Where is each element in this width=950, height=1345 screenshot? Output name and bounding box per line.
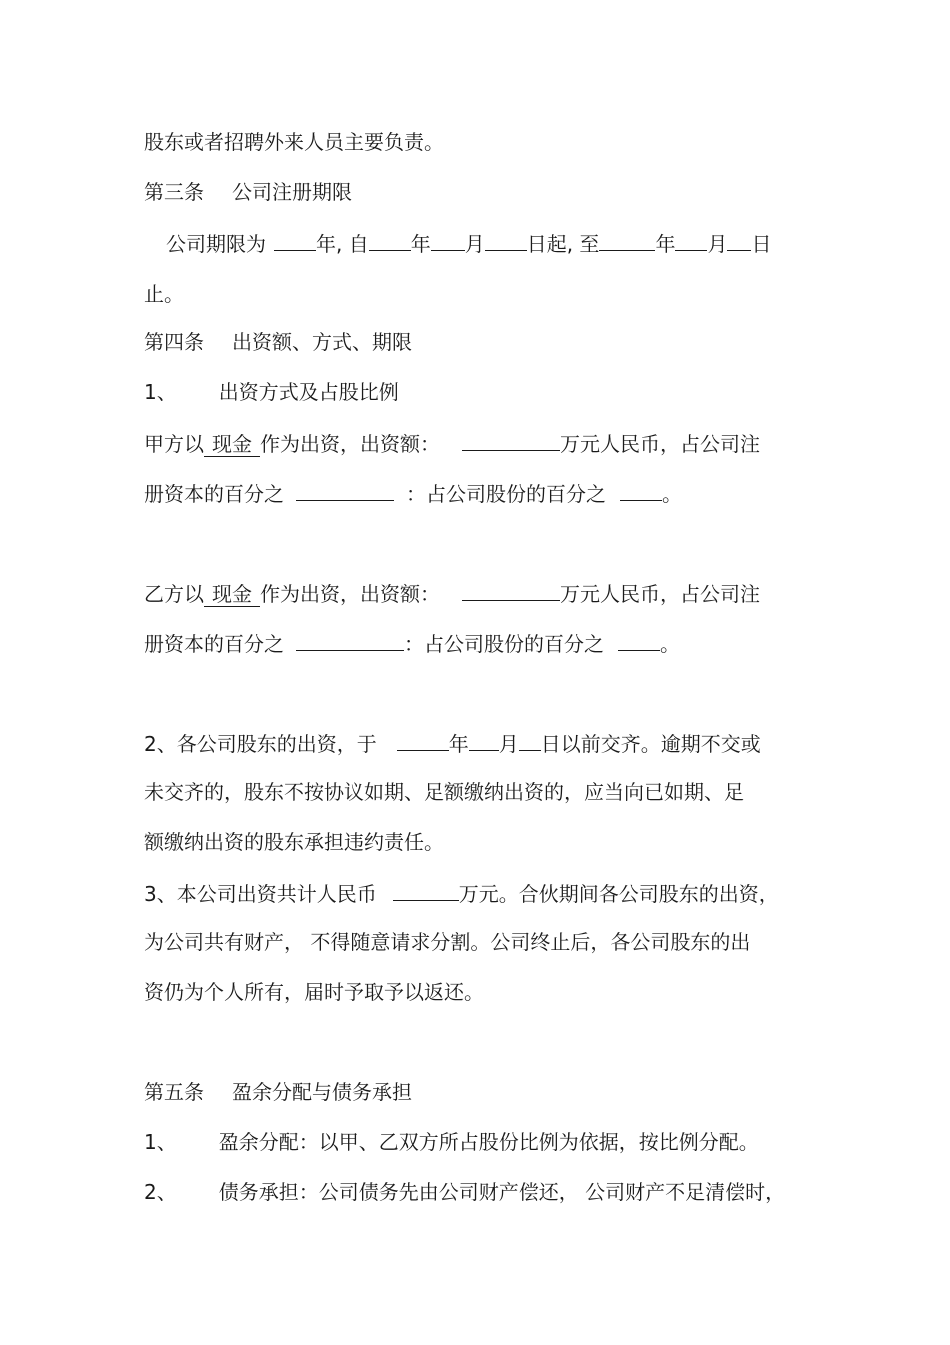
text: 作为出资，出资额：	[260, 582, 440, 606]
party-b-line-1	[144, 580, 760, 607]
text: 月	[464, 232, 485, 256]
article-title: 盈余分配与债务承担	[232, 1080, 412, 1104]
section-2-line-1	[144, 730, 761, 756]
text: 日起, 至	[526, 232, 600, 256]
text: 为公司共有财产， 不得随意请求分割。公司终止后，各公司股东的出	[144, 930, 751, 954]
text: 作为出资，出资额：	[260, 432, 440, 456]
term-line	[166, 230, 771, 256]
blank-field	[369, 230, 411, 251]
text: 年	[655, 232, 676, 256]
blank-field	[397, 730, 449, 751]
text: 年, 自	[316, 232, 369, 256]
blank-field	[620, 480, 662, 501]
blank-field	[274, 230, 316, 251]
article-3-heading	[144, 180, 352, 204]
item-number: 1、	[144, 1130, 177, 1154]
text: 万元。合伙期间各公司股东的出资，	[458, 882, 779, 906]
text: 万元人民币，占公司注	[560, 582, 760, 606]
blank-field	[618, 630, 660, 651]
text: 月	[498, 732, 519, 756]
text: 盈余分配：以甲、乙双方所占股份比例为依据，按比例分配。	[218, 1130, 759, 1154]
article-number: 第四条	[144, 330, 204, 354]
text: 日以前交齐。逾期不交或	[540, 732, 761, 756]
text: 年	[448, 732, 469, 756]
text: 日	[751, 232, 772, 256]
text: 止。	[144, 282, 184, 306]
text: 。	[662, 482, 682, 506]
article-title: 出资额、方式、期限	[232, 330, 412, 354]
blank-field	[431, 230, 465, 251]
blank-field	[462, 430, 560, 451]
section-title: 出资方式及占股比例	[218, 380, 399, 404]
text: 年	[410, 232, 431, 256]
contribution-method: 现金	[204, 582, 260, 607]
paragraph-line	[144, 282, 184, 306]
section-2-line-2	[144, 780, 744, 804]
text: 万元人民币，占公司注	[560, 432, 760, 456]
section-number: 1、	[144, 380, 177, 404]
text: 3、本公司出资共计人民币	[144, 882, 377, 906]
article-title: 公司注册期限	[232, 180, 352, 204]
text: ：占公司股份的百分之	[406, 482, 606, 506]
text: 册资本的百分之	[144, 482, 284, 506]
party-b-line-2	[144, 630, 680, 656]
text: 册资本的百分之	[144, 632, 284, 656]
blank-field	[469, 730, 499, 751]
text: ：占公司股份的百分之	[404, 632, 604, 656]
party-a-line-2	[144, 480, 682, 506]
paragraph-line	[144, 130, 444, 154]
contribution-method: 现金	[204, 432, 260, 457]
article-5-heading	[144, 1080, 412, 1104]
blank-field	[296, 630, 404, 651]
party-a-line-1	[144, 430, 760, 457]
text: 债务承担：公司债务先由公司财产偿还， 公司财产不足清偿时，	[218, 1180, 786, 1204]
blank-field	[727, 230, 751, 251]
section-3-line-3	[144, 980, 484, 1004]
blank-field	[519, 730, 541, 751]
blank-field	[393, 880, 459, 901]
section-3-line-2	[144, 930, 750, 954]
section-2-line-3	[144, 830, 444, 854]
item-number: 2、	[144, 1180, 177, 1204]
text: 甲方以	[144, 432, 204, 456]
blank-field	[296, 480, 394, 501]
blank-field	[462, 580, 560, 601]
text: 未交齐的，股东不按协议如期、足额缴纳出资的，应当向已如期、足	[144, 780, 744, 804]
text: 资仍为个人所有，届时予取予以返还。	[144, 980, 484, 1004]
article-number: 第五条	[144, 1080, 204, 1104]
text: 月	[707, 232, 728, 256]
text: 股东或者招聘外来人员主要负责。	[144, 130, 444, 154]
text: 额缴纳出资的股东承担违约责任。	[144, 830, 444, 854]
text: 2、各公司股东的出资，于	[144, 732, 377, 756]
blank-field	[599, 230, 655, 251]
profit-distribution-line	[144, 1130, 759, 1154]
section-1-heading	[144, 380, 399, 404]
article-number: 第三条	[144, 180, 204, 204]
text: 。	[660, 632, 680, 656]
text: 公司期限为	[166, 232, 266, 256]
article-4-heading	[144, 330, 412, 354]
text: 乙方以	[144, 582, 204, 606]
section-3-line-1	[144, 880, 779, 906]
blank-field	[675, 230, 707, 251]
debt-line	[144, 1180, 785, 1204]
blank-field	[485, 230, 527, 251]
